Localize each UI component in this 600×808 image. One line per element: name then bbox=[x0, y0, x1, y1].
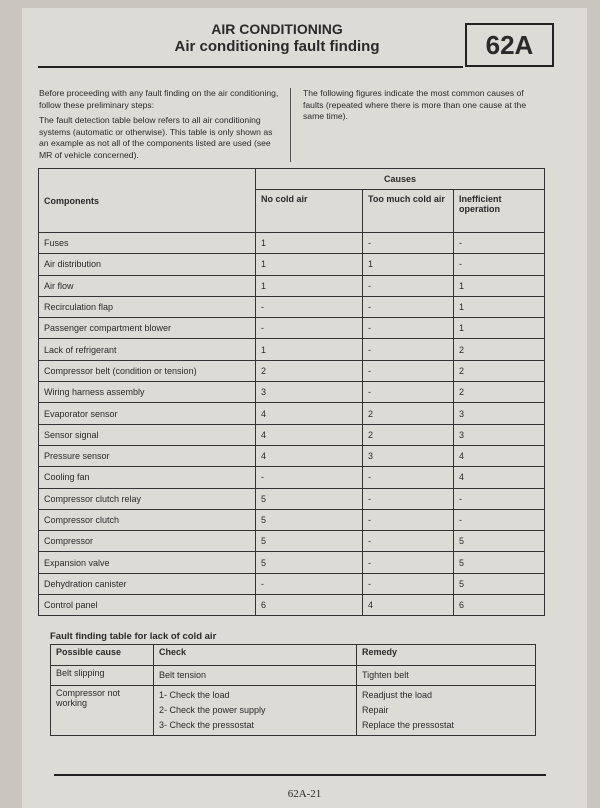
component-cell: Compressor belt (condition or tension) bbox=[39, 360, 256, 381]
lack-of-cold-air-body bbox=[51, 666, 536, 736]
header-possible-cause: Possible cause bbox=[51, 645, 154, 666]
no-cold-air-cell: 1 bbox=[256, 233, 363, 254]
inefficient-operation-cell: - bbox=[454, 509, 545, 530]
check-step: Belt tension bbox=[159, 670, 207, 680]
no-cold-air-cell: 4 bbox=[256, 445, 363, 466]
header-remedy: Remedy bbox=[357, 645, 536, 666]
table-row bbox=[39, 254, 545, 275]
table-row bbox=[39, 445, 545, 466]
intro-paragraph: Before proceeding with any fault finding on the air conditioning, follow these preliminary steps: bbox=[39, 88, 279, 110]
inefficient-operation-cell: 3 bbox=[454, 403, 545, 424]
table-row bbox=[39, 360, 545, 381]
too-much-cold-air-cell: - bbox=[363, 531, 454, 552]
inefficient-operation-cell: 5 bbox=[454, 531, 545, 552]
check-step: 1- Check the load bbox=[159, 690, 230, 700]
table-row bbox=[39, 233, 545, 254]
too-much-cold-air-cell: 3 bbox=[363, 445, 454, 466]
check-cell bbox=[154, 666, 357, 686]
inefficient-operation-cell: 4 bbox=[454, 445, 545, 466]
component-cell: Cooling fan bbox=[39, 467, 256, 488]
inefficient-operation-cell: 6 bbox=[454, 595, 545, 616]
remedy-cell bbox=[357, 686, 536, 736]
no-cold-air-cell: 5 bbox=[256, 552, 363, 573]
inefficient-operation-cell: 1 bbox=[454, 275, 545, 296]
inefficient-operation-cell: 5 bbox=[454, 552, 545, 573]
remedy-step: Readjust the load bbox=[362, 690, 433, 700]
inefficient-operation-cell: 5 bbox=[454, 573, 545, 594]
no-cold-air-cell: - bbox=[256, 296, 363, 317]
too-much-cold-air-cell: - bbox=[363, 509, 454, 530]
component-cell: Evaporator sensor bbox=[39, 403, 256, 424]
component-cell: Air flow bbox=[39, 275, 256, 296]
check-cell bbox=[154, 686, 357, 736]
header-check: Check bbox=[154, 645, 357, 666]
header-no-cold-air: No cold air bbox=[256, 190, 363, 233]
component-cell: Dehydration canister bbox=[39, 573, 256, 594]
intro-left bbox=[39, 88, 281, 165]
too-much-cold-air-cell: 2 bbox=[363, 403, 454, 424]
too-much-cold-air-cell: - bbox=[363, 339, 454, 360]
too-much-cold-air-cell: - bbox=[363, 360, 454, 381]
inefficient-operation-cell: 1 bbox=[454, 318, 545, 339]
header-too-much-cold-air: Too much cold air bbox=[363, 190, 454, 233]
too-much-cold-air-cell: - bbox=[363, 318, 454, 339]
no-cold-air-cell: 1 bbox=[256, 275, 363, 296]
component-cell: Control panel bbox=[39, 595, 256, 616]
no-cold-air-cell: - bbox=[256, 467, 363, 488]
table-row bbox=[39, 595, 545, 616]
inefficient-operation-cell: 4 bbox=[454, 467, 545, 488]
column-divider bbox=[290, 88, 291, 162]
no-cold-air-cell: 6 bbox=[256, 595, 363, 616]
section-title: AIR CONDITIONING bbox=[211, 21, 343, 37]
table-row bbox=[39, 509, 545, 530]
footer-rule bbox=[54, 774, 546, 776]
no-cold-air-cell: 5 bbox=[256, 531, 363, 552]
too-much-cold-air-cell: - bbox=[363, 467, 454, 488]
no-cold-air-cell: - bbox=[256, 573, 363, 594]
table-row bbox=[39, 403, 545, 424]
table-row bbox=[39, 424, 545, 445]
inefficient-operation-cell: 2 bbox=[454, 360, 545, 381]
intro-right bbox=[303, 88, 543, 123]
component-cell: Pressure sensor bbox=[39, 445, 256, 466]
no-cold-air-cell: 2 bbox=[256, 360, 363, 381]
possible-cause-cell: Belt slipping bbox=[51, 666, 154, 686]
table-row bbox=[39, 552, 545, 573]
inefficient-operation-cell: - bbox=[454, 254, 545, 275]
page-header bbox=[172, 20, 382, 56]
no-cold-air-cell: 1 bbox=[256, 339, 363, 360]
section-code-box: 62A bbox=[465, 23, 554, 67]
too-much-cold-air-cell: - bbox=[363, 552, 454, 573]
no-cold-air-cell: 3 bbox=[256, 382, 363, 403]
component-cell: Air distribution bbox=[39, 254, 256, 275]
too-much-cold-air-cell: - bbox=[363, 488, 454, 509]
component-cell: Compressor bbox=[39, 531, 256, 552]
intro-paragraph: The fault detection table below refers to all air conditioning systems (automatic or otherwise). This table is only shown as an example as not all of the components listed are used (see MR of vehicle concerned). bbox=[39, 115, 273, 160]
inefficient-operation-cell: 3 bbox=[454, 424, 545, 445]
table-row bbox=[39, 467, 545, 488]
fault-detection-body bbox=[39, 233, 545, 616]
component-cell: Fuses bbox=[39, 233, 256, 254]
possible-cause-cell: Compressor not working bbox=[51, 686, 154, 736]
inefficient-operation-cell: 2 bbox=[454, 382, 545, 403]
header-causes: Causes bbox=[256, 169, 545, 190]
no-cold-air-cell: 4 bbox=[256, 424, 363, 445]
remedy-step: Repair bbox=[362, 705, 389, 715]
too-much-cold-air-cell: 4 bbox=[363, 595, 454, 616]
too-much-cold-air-cell: 1 bbox=[363, 254, 454, 275]
remedy-step: Replace the pressostat bbox=[362, 720, 455, 730]
no-cold-air-cell: 1 bbox=[256, 254, 363, 275]
no-cold-air-cell: 4 bbox=[256, 403, 363, 424]
header-inefficient-operation: Inefficient operation bbox=[454, 190, 545, 233]
table-row bbox=[39, 531, 545, 552]
table-row bbox=[51, 686, 536, 736]
page-number: 62A-21 bbox=[287, 788, 322, 800]
component-cell: Passenger compartment blower bbox=[39, 318, 256, 339]
table-row bbox=[39, 296, 545, 317]
remedy-step: Tighten belt bbox=[362, 670, 409, 680]
component-cell: Expansion valve bbox=[39, 552, 256, 573]
page-subtitle: Air conditioning fault finding bbox=[174, 38, 380, 55]
table-row bbox=[39, 573, 545, 594]
table-row bbox=[39, 382, 545, 403]
component-cell: Wiring harness assembly bbox=[39, 382, 256, 403]
too-much-cold-air-cell: - bbox=[363, 573, 454, 594]
inefficient-operation-cell: - bbox=[454, 233, 545, 254]
check-step: 2- Check the power supply bbox=[159, 705, 266, 715]
too-much-cold-air-cell: 2 bbox=[363, 424, 454, 445]
component-cell: Compressor clutch relay bbox=[39, 488, 256, 509]
component-cell: Lack of refrigerant bbox=[39, 339, 256, 360]
too-much-cold-air-cell: - bbox=[363, 382, 454, 403]
table-row bbox=[39, 339, 545, 360]
too-much-cold-air-cell: - bbox=[363, 296, 454, 317]
inefficient-operation-cell: - bbox=[454, 488, 545, 509]
table-row bbox=[39, 318, 545, 339]
table-row bbox=[39, 275, 545, 296]
component-cell: Compressor clutch bbox=[39, 509, 256, 530]
header-rule bbox=[38, 66, 463, 68]
component-cell: Recirculation flap bbox=[39, 296, 256, 317]
no-cold-air-cell: 5 bbox=[256, 488, 363, 509]
inefficient-operation-cell: 2 bbox=[454, 339, 545, 360]
check-step: 3- Check the pressostat bbox=[159, 720, 255, 730]
table-row bbox=[51, 666, 536, 686]
no-cold-air-cell: - bbox=[256, 318, 363, 339]
fault-table-title: Fault finding table for lack of cold air bbox=[50, 631, 217, 642]
component-cell: Sensor signal bbox=[39, 424, 256, 445]
no-cold-air-cell: 5 bbox=[256, 509, 363, 530]
too-much-cold-air-cell: - bbox=[363, 275, 454, 296]
remedy-cell bbox=[357, 666, 536, 686]
fault-detection-table bbox=[38, 168, 545, 616]
inefficient-operation-cell: 1 bbox=[454, 296, 545, 317]
table-row bbox=[39, 488, 545, 509]
too-much-cold-air-cell: - bbox=[363, 233, 454, 254]
intro-paragraph: The following figures indicate the most common causes of faults (repeated where there is more than one cause at the same time). bbox=[303, 88, 527, 121]
document-page bbox=[22, 8, 587, 808]
header-components: Components bbox=[39, 169, 256, 233]
lack-of-cold-air-table bbox=[50, 644, 536, 736]
